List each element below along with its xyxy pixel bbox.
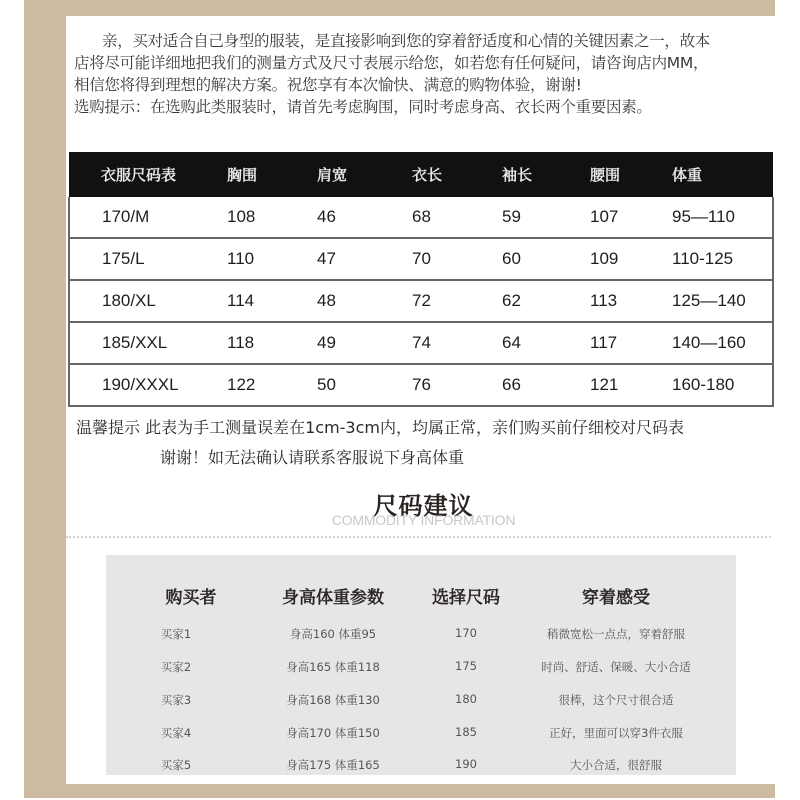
header-size: 衣服尺码表 [69,152,227,197]
cell-weight: 125—140 [672,280,773,322]
cell-length: 72 [412,280,502,322]
header-height-weight: 身高体重参数 [282,588,384,608]
size-chart-table [68,152,774,407]
cell-chest: 122 [227,364,317,406]
cell-chest: 114 [227,280,317,322]
section-title: 尺码建议 [373,492,474,520]
buyer-feedback: 正好，里面可以穿3件衣服 [549,726,683,740]
buyer-name: 买家1 [160,627,192,641]
buyer-feedback: 大小合适，很舒服 [570,758,662,772]
cell-sleeve: 64 [502,322,590,364]
cell-shoulder: 47 [317,238,412,280]
cell-waist: 107 [590,197,672,238]
header-waist: 腰围 [590,152,672,197]
buyer-params: 身高165 体重118 [286,660,380,674]
dotted-divider [66,536,771,538]
tip-line-1: 温馨提示 此表为手工测量误差在1cm-3cm内，均属正常，亲们购买前仔细校对尺码表 [76,418,684,437]
buyer-feedback: 稍微宽松一点点，穿着舒服 [547,627,685,641]
cell-shoulder: 49 [317,322,412,364]
header-fit-feeling: 穿着感受 [582,588,650,608]
intro-line-1: 亲，买对适合自己身型的服装，是直接影响到您的穿着舒适度和心情的关键因素之一，故本 [102,32,711,50]
cell-sleeve: 59 [502,197,590,238]
cell-chest: 118 [227,322,317,364]
header-sleeve: 袖长 [502,152,590,197]
cell-waist: 117 [590,322,672,364]
intro-line-2: 店将尽可能详细地把我们的测量方式及尺寸表展示给您，如若您有任何疑问，请咨询店内MM， [74,54,709,72]
buyer-size: 185 [455,725,477,739]
buyer-size: 175 [455,659,477,673]
cell-size: 175/L [69,238,227,280]
cell-size: 180/XL [69,280,227,322]
measurement-tip [76,413,776,473]
header-chest: 胸围 [227,152,317,197]
intro-line-4: 选购提示：在选购此类服装时，请首先考虑胸围，同时考虑身高、衣长两个重要因素。 [74,98,652,116]
list-item [106,725,736,745]
content-panel [66,16,781,784]
buyer-params: 身高160 体重95 [289,627,377,641]
cell-waist: 121 [590,364,672,406]
cell-size: 190/XXXL [69,364,227,406]
cell-length: 68 [412,197,502,238]
buyer-name: 买家3 [160,693,192,707]
buyer-params: 身高175 体重165 [286,758,380,772]
table-row [69,280,773,322]
table-row [69,238,773,280]
buyer-params: 身高170 体重150 [286,726,380,740]
outer-frame [24,0,775,798]
cell-length: 74 [412,322,502,364]
buyer-params: 身高168 体重130 [286,693,380,707]
buyer-feedback: 很棒，这个尺寸很合适 [558,693,674,707]
cell-weight: 95—110 [672,197,773,238]
cell-sleeve: 60 [502,238,590,280]
cell-waist: 113 [590,280,672,322]
buyer-feedback: 时尚、舒适、保暖、大小合适 [541,660,691,674]
header-buyer: 购买者 [165,588,217,608]
buyer-name: 买家5 [160,758,192,772]
cell-waist: 109 [590,238,672,280]
cell-sleeve: 62 [502,280,590,322]
header-selected-size: 选择尺码 [432,588,500,608]
buyer-name: 买家4 [160,726,192,740]
list-item [106,692,736,712]
header-weight: 体重 [672,152,773,197]
table-row [69,364,773,406]
list-item [106,626,736,646]
cell-shoulder: 50 [317,364,412,406]
buyer-name: 买家2 [160,660,192,674]
cell-size: 170/M [69,197,227,238]
cell-shoulder: 46 [317,197,412,238]
section-subtitle: COMMODITY INFORMATION [331,512,516,528]
size-recommendation-panel [106,555,736,775]
cell-size: 185/XXL [69,322,227,364]
buyer-size: 190 [455,757,477,771]
cell-length: 76 [412,364,502,406]
list-item [106,757,736,777]
cell-weight: 160-180 [672,364,773,406]
intro-line-3: 相信您将得到理想的解决方案。祝您享有本次愉快、满意的购物体验，谢谢! [74,76,582,94]
buyer-size: 180 [455,692,477,706]
table-row [69,197,773,238]
list-item [106,659,736,679]
cell-sleeve: 66 [502,364,590,406]
size-table-header-row [69,152,773,197]
cell-chest: 110 [227,238,317,280]
cell-length: 70 [412,238,502,280]
cell-shoulder: 48 [317,280,412,322]
cell-weight: 140—160 [672,322,773,364]
intro-text [74,30,774,118]
buyer-size: 170 [455,626,477,640]
table-row [69,322,773,364]
cell-chest: 108 [227,197,317,238]
header-shoulder: 肩宽 [317,152,412,197]
header-length: 衣长 [412,152,502,197]
tip-line-2: 谢谢！如无法确认请联系客服说下身高体重 [160,448,465,467]
cell-weight: 110-125 [672,238,773,280]
